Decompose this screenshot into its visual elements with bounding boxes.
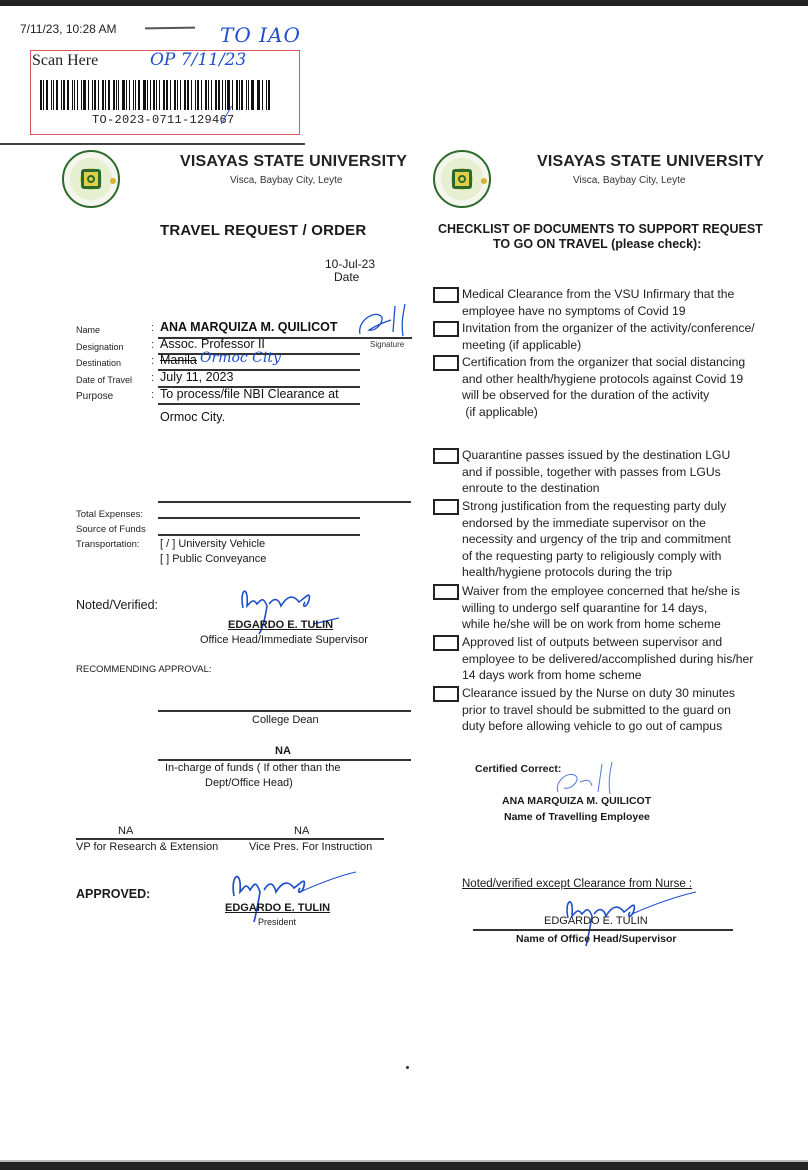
total-expenses-label: Total Expenses: [76,509,144,520]
purpose-underline [158,403,360,405]
handwritten-received-note: OP 7/11/23 [150,50,247,70]
barcode-bar [102,80,105,110]
employee-signature [550,760,620,800]
checklist-checkbox[interactable] [433,287,459,303]
checklist-checkbox[interactable] [433,686,459,702]
total-expenses-line[interactable] [158,517,360,519]
barcode-bar [218,80,220,110]
certified-correct-label: Certified Correct: [475,763,562,775]
barcode-bar [222,80,223,110]
barcode-bar [116,80,117,110]
funds-incharge-value: NA [275,745,291,757]
barcode-bar [262,80,263,110]
university-address: Visca, Baybay City, Leyte [573,175,686,186]
colon: : [151,339,155,351]
checklist-item-line: 14 days work from home scheme [462,668,642,682]
viewer-top-bar [0,0,808,6]
source-of-funds-line[interactable] [158,534,360,536]
barcode-bar [211,80,212,110]
barcode-bar [227,80,230,110]
barcode-bar [126,80,127,110]
colon: : [151,372,155,384]
barcode-bar [63,80,66,110]
barcode-bar [150,80,151,110]
checklist-title-line2: TO GO ON TRAVEL (please check): [493,237,702,251]
university-name: VISAYAS STATE UNIVERSITY [180,153,408,170]
checklist-item-line: Waiver from the employee concerned that he/she is [462,584,740,598]
checklist-checkbox[interactable] [433,635,459,651]
barcode-bar [258,80,260,110]
supervisor-title: Office Head/Immediate Supervisor [200,634,368,646]
barcode-bar [113,80,115,110]
barcode-bar [135,80,136,110]
barcode-bar [225,80,226,110]
checklist-item-line: and other health/hygiene protocols against Covid 19 [462,371,744,386]
president-title: President [258,917,297,927]
designation-label: Designation [76,342,124,352]
office-head-name: EDGARDO E. TULIN [544,915,648,927]
checklist-checkbox[interactable] [433,584,459,600]
barcode-bar [177,80,178,110]
checklist-item-line: will be observed for the duration of the activity [462,388,710,402]
barcode-bar [88,80,89,110]
university-name: VISAYAS STATE UNIVERSITY [537,153,765,170]
checklist-item-line: Approved list of outputs between supervisor and [462,635,723,649]
transport-option-public-conveyance[interactable]: [ ] Public Conveyance [160,553,267,565]
barcode-bar [153,80,155,110]
barcode-bar [156,80,157,110]
barcode-bar [129,80,130,110]
checklist-item-line: (if applicable) [462,404,538,419]
checklist-item-line: and if possible, together with passes from LGUs [462,464,721,479]
vp-instruction-label: Vice Pres. For Instruction [249,841,373,853]
checklist-item-line: Quarantine passes issued by the destination LGU [462,448,731,462]
checklist-item-line: prior to travel should be submitted to the guard on [462,702,731,717]
barcode-bar [187,80,189,110]
university-seal-icon [62,150,120,208]
destination-label: Destination [76,358,122,368]
university-seal-icon [433,150,491,208]
checklist-item-text [462,634,807,684]
transport-option-university-vehicle[interactable]: [ / ] University Vehicle [160,538,266,550]
president-signature [228,862,358,924]
checklist-checkbox[interactable] [433,321,459,337]
barcode-bar [118,80,119,110]
barcode-bar [246,80,247,110]
barcode-bar [266,80,267,110]
checklist-item-text [462,583,807,633]
travel-order-title: TRAVEL REQUEST / ORDER [160,222,367,239]
checklist-item-text [462,320,807,353]
order-date-label: Date [334,270,360,284]
vp-research-label: VP for Research & Extension [76,841,219,853]
barcode-bar [180,80,181,110]
office-head-caption: Name of Office Head/Supervisor [516,933,677,945]
barcode-bar [205,80,208,110]
checklist-item-line: Medical Clearance from the VSU Infirmary that the [462,287,735,301]
barcode-bar [147,80,148,110]
barcode-bar [215,80,217,110]
barcode-bar [51,80,52,110]
barcode-bar [40,80,42,110]
barcode-bar [122,80,125,110]
applicant-signature [355,302,415,342]
barcode-bar [108,80,110,110]
barcode-bar [46,80,49,110]
noted-verified-label: Noted/Verified: [76,598,158,612]
approved-label: APPROVED: [76,887,151,901]
barcode-bar [98,80,99,110]
university-seal-left [62,150,120,208]
scan-speck [406,1066,409,1069]
barcode-bar [72,80,73,110]
transportation-label: Transportation: [76,539,140,550]
checklist-item-line: Clearance issued by the Nurse on duty 30 minutes [462,686,736,700]
barcode-bar [92,80,93,110]
barcode-bar [208,80,209,110]
barcode-bar [197,80,199,110]
checklist-item-text [462,498,807,581]
barcode-number: TO-2023-0711-129467 [92,113,235,127]
barcode-bar [163,80,165,110]
college-dean-line[interactable] [158,710,411,712]
barcode-bar [191,80,192,110]
checklist-item-line: health/hygiene protocols during the trip [462,565,673,579]
checklist-item-line: Invitation from the organizer of the activity/conference/ [462,321,755,335]
barcode-bar [159,80,160,110]
university-seal-right [433,150,491,208]
checklist-item-line: meeting (if applicable) [462,337,582,352]
source-of-funds-label: Source of Funds [76,524,146,535]
barcode-bar [251,80,254,110]
barcode-bar [74,80,75,110]
viewer-bottom-bar [0,1162,808,1170]
barcode-bar [61,80,62,110]
funds-incharge-label-1: In-charge of funds ( If other than the [165,762,341,774]
colon: : [151,355,155,367]
barcode-bar [133,80,135,110]
purpose-value-line2: Ormoc City. [160,410,226,424]
name-label: Name [76,325,101,335]
checklist-item-line: endorsed by the immediate supervisor on the [462,515,706,530]
barcode-bar [268,80,270,110]
pen-mark [145,27,195,30]
barcode-bar [248,80,249,110]
checklist-item-line: Certification from the organizer that social distancing [462,355,746,369]
noted-except-label: Noted/verified except Clearance from Nurse : [462,878,693,890]
checklist-item-text [462,685,807,735]
barcode-bar [241,80,243,110]
barcode-bar [174,80,176,110]
date-of-travel-label: Date of Travel [76,375,133,385]
barcode-bar [170,80,171,110]
colon: : [151,322,155,334]
scan-label: Scan Here [32,52,99,69]
vp-research-value: NA [118,825,134,837]
barcode-bar [81,80,83,110]
checklist-item-line: willing to undergo self quarantine for 14 days, [462,600,708,615]
checklist-item-text [462,354,807,420]
checklist-item-line: employee have no symptoms of Covid 19 [462,303,686,318]
barcode-bar [77,80,78,110]
checklist-item-line: while he/she will be on work from home scheme [462,617,721,631]
college-dean-label: College Dean [252,714,319,726]
checklist-checkbox[interactable] [433,499,459,515]
checklist-item-text [462,286,807,319]
university-address: Visca, Baybay City, Leyte [230,175,343,186]
supervisor-name: EDGARDO E. TULIN [228,619,334,631]
destination-handwritten-correction: Ormoc City [200,350,281,366]
barcode-bar [94,80,96,110]
checklist-checkbox[interactable] [433,448,459,464]
barcode-bar [195,80,196,110]
expenses-top-line [158,501,411,503]
recommending-approval-label: RECOMMENDING APPROVAL: [76,664,212,675]
barcode-bar [184,80,187,110]
barcode-bar [257,80,258,110]
vp-signature-line [76,838,384,840]
barcode-bar [201,80,202,110]
president-name: EDGARDO E. TULIN [225,902,331,914]
purpose-label: Purpose [76,391,114,402]
vp-instruction-value: NA [294,825,310,837]
barcode-bar [67,80,69,110]
checklist-item-line: of the requesting party to religiously comply with [462,548,722,563]
signature-label: Signature [370,340,405,349]
checklist-item-text [462,447,807,497]
date-of-travel-value[interactable]: July 11, 2023 [160,370,234,384]
print-timestamp: 7/11/23, 10:28 AM [20,22,117,36]
colon: : [151,389,155,401]
name-value[interactable]: ANA MARQUIZA M. QUILICOT [160,320,338,334]
purpose-value[interactable]: To process/file NBI Clearance at [160,387,339,401]
checklist-item-line: Strong justification from the requesting party duly [462,499,727,513]
checklist-item-line: duty before allowing vehicle to go out of campus [462,719,723,733]
barcode-bar [138,80,140,110]
barcode-bar [143,80,146,110]
checklist-checkbox[interactable] [433,355,459,371]
handwritten-routing-note: TO IAO [220,23,301,47]
barcode-bar [56,80,58,110]
barcode-bar [43,80,44,110]
barcode-bar [83,80,86,110]
designation-value[interactable]: Assoc. Professor II [160,337,265,351]
checklist-item-line: employee to be delivered/accomplished during his/her [462,651,754,666]
checklist-item-line: enroute to the destination [462,481,600,495]
order-date-value: 10-Jul-23 [325,257,376,271]
barcode-bar [53,80,54,110]
funds-incharge-line [158,759,411,761]
destination-value[interactable]: Manila [160,353,197,367]
employee-name: ANA MARQUIZA M. QUILICOT [502,795,652,807]
barcode-bar [166,80,169,110]
funds-incharge-label-2: Dept/Office Head) [205,777,293,789]
barcode-bar [105,80,106,110]
checklist-title-line1: CHECKLIST OF DOCUMENTS TO SUPPORT REQUEST [438,222,763,236]
checklist-item-line: necessity and urgency of the trip and commitment [462,532,731,546]
divider [0,143,305,145]
employee-caption: Name of Travelling Employee [504,811,650,823]
office-head-line [473,929,733,931]
